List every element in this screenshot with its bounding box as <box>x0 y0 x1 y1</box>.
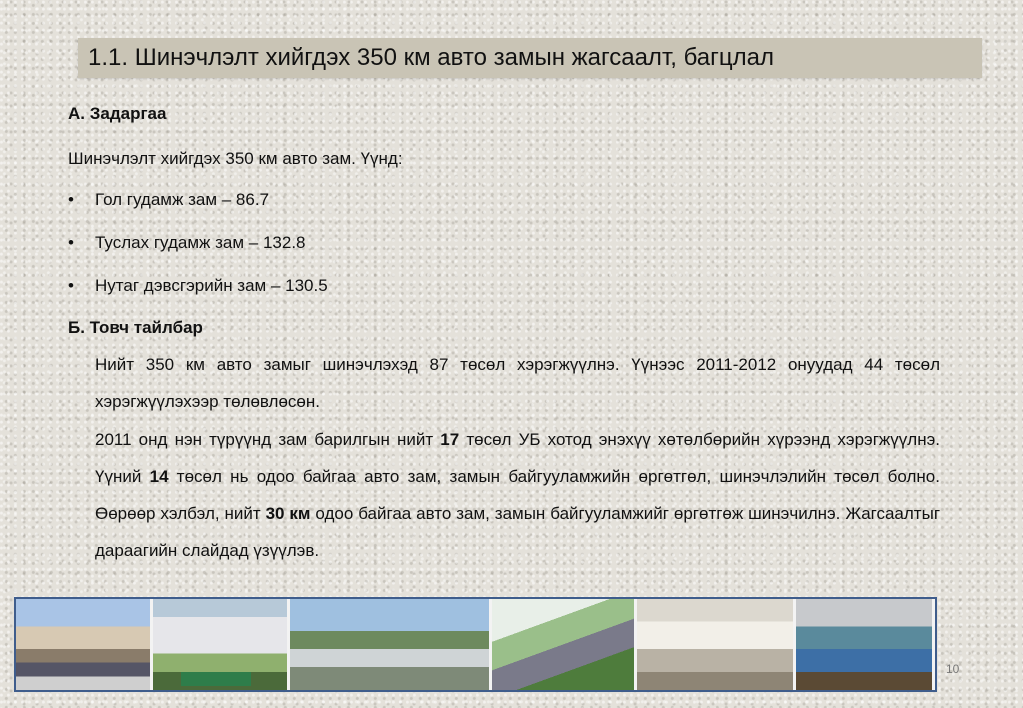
photo-canal-bridge <box>796 599 932 690</box>
paragraph-text: төсөл нь одоо байгаа авто зам, замын байгууламжийн өргөтгөл, шинэчлэлийн төсөл болно. Өөрөөр хэлбэл, нийт <box>95 467 940 523</box>
list-item-text: Туслах гудамж зам – 132.8 <box>95 233 306 252</box>
section-a-intro: Шинэчлэлт хийгдэх 350 км авто зам. Үүнд: <box>68 149 403 168</box>
list-item <box>68 190 269 210</box>
total-km: 30 км <box>265 504 311 523</box>
title-bar <box>78 38 982 78</box>
paragraph-text: 2011 онд нэн түрүүнд зам барилгын нийт <box>95 430 441 449</box>
photo-caption-box <box>181 672 251 686</box>
photo-interchange-panorama <box>290 599 489 690</box>
photo-underground-passage <box>637 599 793 690</box>
page-number: 10 <box>946 662 960 676</box>
bullet-icon: • <box>68 190 74 209</box>
list-item-text: Нутаг дэвсгэрийн зам – 130.5 <box>95 276 328 295</box>
project-count-2011: 17 <box>440 430 460 449</box>
list-item <box>68 276 328 296</box>
section-b-paragraph-1: Нийт 350 км авто замыг шинэчлэхэд 87 төсөл хэрэгжүүлнэ. Үүнээс 2011-2012 онуудад 44 төсөл хэрэгжүүлэхээр төлөвлөсөн. <box>95 355 940 411</box>
list-item <box>68 233 306 253</box>
bullet-icon: • <box>68 276 74 295</box>
paragraph-text: төсөл УБ хотод энэхүү хөтөлбөрийн хүрээнд хэрэгжүүлнэ. Үүний <box>95 430 941 486</box>
photo-building-rendering <box>153 599 287 690</box>
section-a-heading: А. Задаргаа <box>68 104 167 123</box>
paragraph-text: одоо байгаа авто зам, замын байгууламжийг өргөтгөж шинэчилнэ. Жагсаалтыг дараагийн слайдад үзүүлэв. <box>95 504 941 560</box>
photo-city-overpass <box>16 599 150 690</box>
list-item-text: Гол гудамж зам – 86.7 <box>95 190 270 209</box>
section-b-paragraph-2 <box>95 421 940 569</box>
bullet-icon: • <box>68 233 74 252</box>
expansion-project-count: 14 <box>149 467 169 486</box>
photo-strip <box>14 597 937 692</box>
slide-title: 1.1. Шинэчлэлт хийгдэх 350 км авто замын жагсаалт, багцлал <box>88 44 775 71</box>
photo-road-rendering <box>492 599 634 690</box>
section-b-heading: Б. Товч тайлбар <box>68 318 203 337</box>
